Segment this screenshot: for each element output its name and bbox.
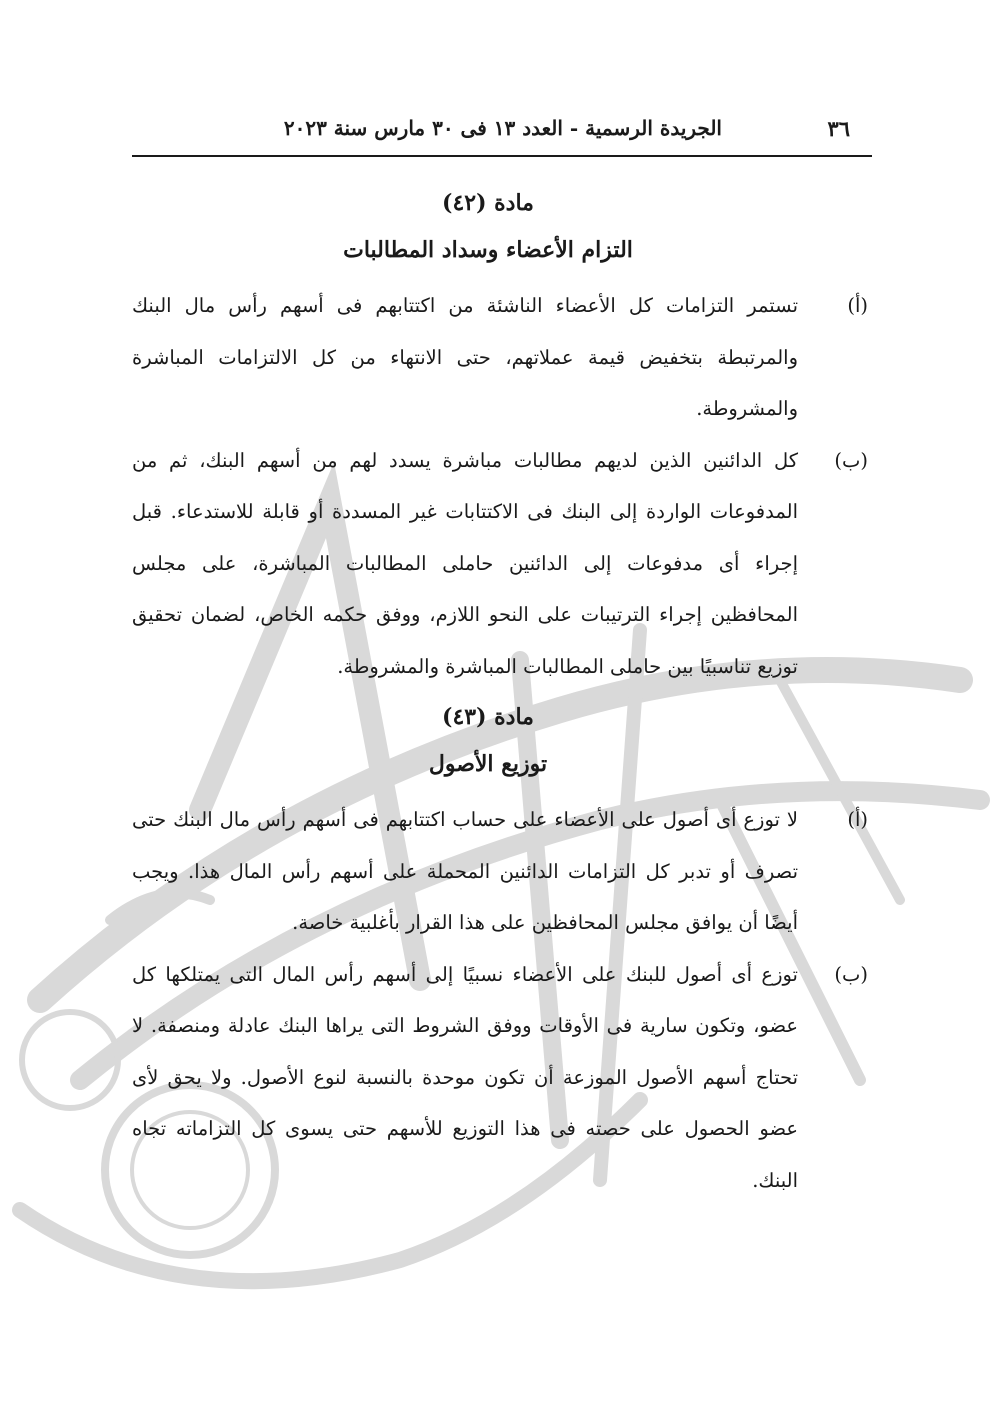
article-heading: توزيع الأصول [428,751,548,777]
article-number: مادة (٤٣) [442,704,534,730]
clause-text: كل الدائنين الذين لديهم مطالبات مباشرة يسدد لهم من أسهم البنك، ثم من المدفوعات الواردة إلى البنك فى الاكتتابات غير المسددة أو قابلة للاستدعاء. قبل إجراء أى مدفوعات إلى الدائنين حاملى المطالبات المباشرة، على مجلس المحافظين إجراء الترتيبات على النحو اللازم، ووفق حكمه الخاص، لضمان تحقيق توزيع تناسبيًا بين حاملى المطالبات المباشرة والمشروطة. [132,448,798,678]
article-number: مادة (٤٢) [442,190,534,216]
clause-marker: (أ) [847,294,868,317]
article-42 [132,180,868,692]
page-number: ٣٦ [827,116,850,141]
clause-b [132,435,868,693]
gazette-issue-title: الجريدة الرسمية - العدد ١٣ فى ٣٠ مارس سنة ٢٠٢٣ [283,116,722,140]
clause-b [132,949,868,1207]
article-heading: التزام الأعضاء وسداد المطالبات [343,237,633,263]
header-divider [132,155,872,157]
article-43 [132,694,868,1206]
clause-marker: (أ) [847,808,868,831]
clause-text: تستمر التزامات كل الأعضاء الناشئة من اكتتابهم فى أسهم رأس مال البنك والمرتبطة بتخفيض قيمة عملاتهم، حتى الانتهاء من كل الالتزامات المباشرة والمشروطة. [132,294,798,420]
clause-text: لا توزع أى أصول على الأعضاء على حساب اكتتابهم فى أسهم رأس مال البنك حتى تصرف أو تدبر كل التزامات الدائنين المحملة على أسهم رأس المال هذا. ويجب أيضًا أن يوافق مجلس المحافظين على هذا القرار بأغلبية خاصة. [132,808,798,934]
clause-marker: (ب) [834,962,868,986]
document-body [132,180,868,1206]
clause-a [132,794,868,949]
page-header [132,112,872,152]
clause-text: توزع أى أصول للبنك على الأعضاء نسبيًا إلى أسهم رأس المال التى يمتلكها كل عضو، وتكون سارية فى الأوقات ووفق الشروط التى يراها البنك عادلة ومنصفة. لا تحتاج أسهم الأصول الموزعة أن تكون موحدة بالنسبة لنوع الأصول. ولا يحق لأى عضو الحصول على حصته فى هذا التوزيع للأسهم حتى يسوى كل التزاماته تجاه البنك. [132,962,798,1192]
clause-a [132,280,868,435]
clause-marker: (ب) [834,448,868,472]
